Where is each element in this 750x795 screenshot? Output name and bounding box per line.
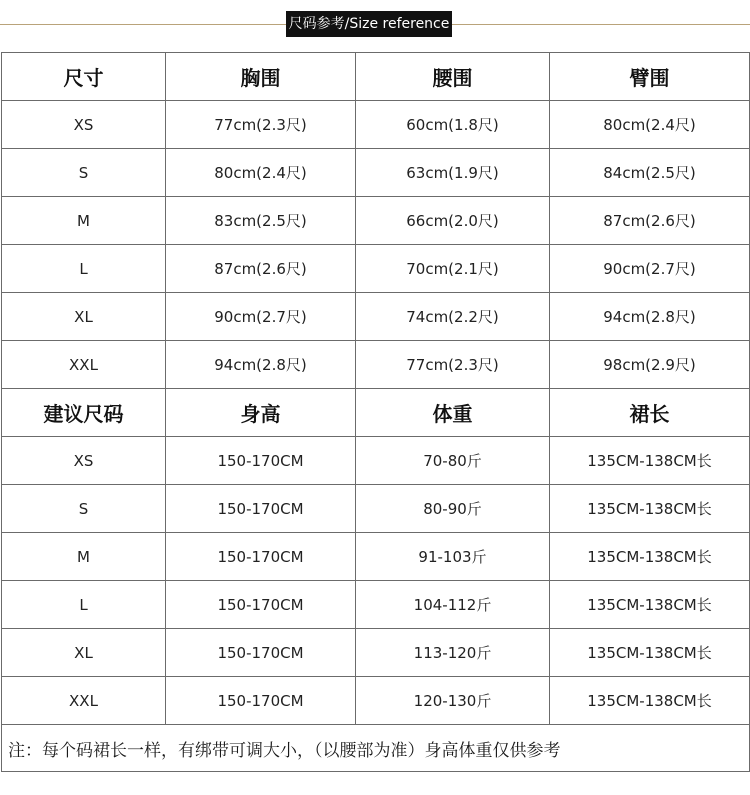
header-cell-suggested-size: 建议尺码: [2, 389, 166, 437]
bust-cell: 94cm(2.8尺): [166, 341, 356, 389]
table-row: [2, 293, 750, 341]
section-header: [0, 0, 750, 50]
weight-cell: 120-130斤: [356, 677, 550, 725]
skirt-length-cell: 135CM-138CM长: [550, 437, 750, 485]
recommendation-header-row: [2, 389, 750, 437]
table-row: [2, 437, 750, 485]
skirt-length-cell: 135CM-138CM长: [550, 677, 750, 725]
waist-cell: 70cm(2.1尺): [356, 245, 550, 293]
waist-cell: 77cm(2.3尺): [356, 341, 550, 389]
header-cell-weight: 体重: [356, 389, 550, 437]
size-cell: S: [2, 149, 166, 197]
table-row: [2, 149, 750, 197]
skirt-length-cell: 135CM-138CM长: [550, 581, 750, 629]
size-cell: XS: [2, 101, 166, 149]
size-cell: XXL: [2, 677, 166, 725]
skirt-length-cell: 135CM-138CM长: [550, 533, 750, 581]
size-cell: M: [2, 197, 166, 245]
height-cell: 150-170CM: [166, 533, 356, 581]
weight-cell: 91-103斤: [356, 533, 550, 581]
measurement-header-row: [2, 53, 750, 101]
height-cell: 150-170CM: [166, 437, 356, 485]
size-cell: XXL: [2, 341, 166, 389]
arm-cell: 87cm(2.6尺): [550, 197, 750, 245]
header-divider-right: [452, 24, 750, 25]
skirt-length-cell: 135CM-138CM长: [550, 485, 750, 533]
header-divider-left: [0, 24, 286, 25]
header-cell-waist: 腰围: [356, 53, 550, 101]
weight-cell: 113-120斤: [356, 629, 550, 677]
arm-cell: 90cm(2.7尺): [550, 245, 750, 293]
table-row: [2, 101, 750, 149]
size-chart-table: [1, 52, 750, 772]
bust-cell: 83cm(2.5尺): [166, 197, 356, 245]
table-row: [2, 629, 750, 677]
size-cell: XL: [2, 293, 166, 341]
size-cell: L: [2, 581, 166, 629]
arm-cell: 80cm(2.4尺): [550, 101, 750, 149]
table-row: [2, 341, 750, 389]
weight-cell: 104-112斤: [356, 581, 550, 629]
skirt-length-cell: 135CM-138CM长: [550, 629, 750, 677]
waist-cell: 66cm(2.0尺): [356, 197, 550, 245]
weight-cell: 80-90斤: [356, 485, 550, 533]
size-cell: XS: [2, 437, 166, 485]
height-cell: 150-170CM: [166, 677, 356, 725]
height-cell: 150-170CM: [166, 629, 356, 677]
bust-cell: 87cm(2.6尺): [166, 245, 356, 293]
table-row: [2, 245, 750, 293]
header-cell-skirt-length: 裙长: [550, 389, 750, 437]
bust-cell: 80cm(2.4尺): [166, 149, 356, 197]
table-row: [2, 677, 750, 725]
arm-cell: 84cm(2.5尺): [550, 149, 750, 197]
header-cell-bust: 胸围: [166, 53, 356, 101]
height-cell: 150-170CM: [166, 581, 356, 629]
waist-cell: 60cm(1.8尺): [356, 101, 550, 149]
header-cell-size: 尺寸: [2, 53, 166, 101]
size-cell: M: [2, 533, 166, 581]
arm-cell: 98cm(2.9尺): [550, 341, 750, 389]
table-row: [2, 533, 750, 581]
size-cell: S: [2, 485, 166, 533]
table-row: [2, 581, 750, 629]
table-row: [2, 197, 750, 245]
height-cell: 150-170CM: [166, 485, 356, 533]
weight-cell: 70-80斤: [356, 437, 550, 485]
size-cell: XL: [2, 629, 166, 677]
size-cell: L: [2, 245, 166, 293]
note-row: [2, 725, 750, 772]
arm-cell: 94cm(2.8尺): [550, 293, 750, 341]
waist-cell: 63cm(1.9尺): [356, 149, 550, 197]
table-row: [2, 485, 750, 533]
section-title: 尺码参考/Size reference: [286, 11, 452, 37]
bust-cell: 77cm(2.3尺): [166, 101, 356, 149]
size-note: 注：每个码裙长一样，有绑带可调大小，（以腰部为准）身高体重仅供参考: [2, 725, 750, 772]
header-cell-arm: 臂围: [550, 53, 750, 101]
bust-cell: 90cm(2.7尺): [166, 293, 356, 341]
waist-cell: 74cm(2.2尺): [356, 293, 550, 341]
header-cell-height: 身高: [166, 389, 356, 437]
